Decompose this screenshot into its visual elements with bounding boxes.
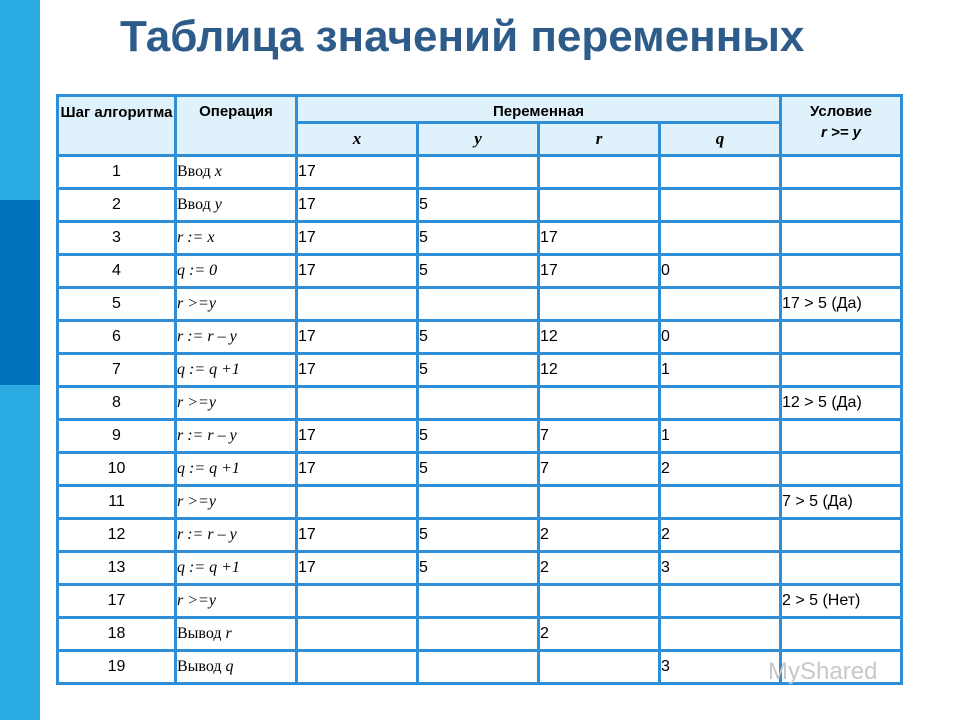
value-cell-y: 5 [419, 256, 537, 286]
value-cell-r: 12 [540, 322, 658, 352]
operation-keyword: Ввод [177, 196, 215, 213]
value-cell-y [419, 487, 537, 517]
value-cell-y: 5 [419, 355, 537, 385]
operation-expression: r [225, 625, 232, 642]
value-cell-r: 12 [540, 355, 658, 385]
value-cell-q [661, 586, 779, 616]
value-cell-q: 3 [661, 553, 779, 583]
operation-keyword: Вывод [177, 625, 226, 642]
step-cell: 19 [59, 652, 174, 682]
step-cell: 4 [59, 256, 174, 286]
value-cell-r [540, 388, 658, 418]
value-cell-x [298, 289, 416, 319]
operation-cell [177, 355, 295, 385]
table-row [59, 553, 900, 583]
subheader-y: y [419, 124, 537, 154]
value-cell-q: 0 [661, 322, 779, 352]
value-cell-y: 5 [419, 322, 537, 352]
value-cell-y [419, 586, 537, 616]
value-cell-r: 2 [540, 553, 658, 583]
value-cell-r [540, 487, 658, 517]
operation-expression: r >=y [177, 295, 216, 312]
value-cell-y: 5 [419, 190, 537, 220]
table-row [59, 487, 900, 517]
table-row [59, 256, 900, 286]
condition-cell [782, 454, 900, 484]
subheader-r: r [540, 124, 658, 154]
value-cell-q: 3 [661, 652, 779, 682]
value-cell-q: 0 [661, 256, 779, 286]
step-cell: 7 [59, 355, 174, 385]
operation-cell [177, 619, 295, 649]
operation-cell [177, 322, 295, 352]
header-variable-label: Переменная [492, 103, 585, 120]
value-cell-x: 17 [298, 421, 416, 451]
value-cell-y: 5 [419, 421, 537, 451]
step-cell: 8 [59, 388, 174, 418]
operation-keyword: Ввод [177, 163, 215, 180]
condition-cell [782, 355, 900, 385]
step-cell: 5 [59, 289, 174, 319]
condition-cell [782, 553, 900, 583]
operation-expression: y [214, 196, 222, 213]
value-cell-y [419, 157, 537, 187]
value-cell-q [661, 619, 779, 649]
value-cell-y: 5 [419, 553, 537, 583]
table-row [59, 421, 900, 451]
value-cell-x [298, 388, 416, 418]
operation-expression: x [214, 163, 222, 180]
header-condition-expr: r >= y [820, 124, 862, 141]
step-cell: 11 [59, 487, 174, 517]
value-cell-y [419, 652, 537, 682]
step-cell: 9 [59, 421, 174, 451]
step-cell: 10 [59, 454, 174, 484]
subheader-x: x [298, 124, 416, 154]
operation-cell [177, 388, 295, 418]
subheader-q: q [661, 124, 779, 154]
value-cell-r: 7 [540, 421, 658, 451]
table-row [59, 157, 900, 187]
value-cell-x: 17 [298, 520, 416, 550]
value-cell-q [661, 487, 779, 517]
operation-expression: r >=y [177, 394, 216, 411]
condition-cell [782, 256, 900, 286]
value-cell-r: 17 [540, 223, 658, 253]
operation-cell [177, 256, 295, 286]
operation-expression: r := r – y [177, 427, 237, 444]
step-cell: 6 [59, 322, 174, 352]
operation-expression: r >=y [177, 493, 216, 510]
variables-table [56, 94, 903, 685]
header-step [59, 97, 174, 154]
operation-cell [177, 586, 295, 616]
operation-expression: r := r – y [177, 526, 237, 543]
value-cell-x: 17 [298, 454, 416, 484]
operation-cell [177, 454, 295, 484]
step-cell: 1 [59, 157, 174, 187]
operation-cell [177, 652, 295, 682]
operation-cell [177, 223, 295, 253]
table-row [59, 520, 900, 550]
step-cell: 17 [59, 586, 174, 616]
operation-expression: q [225, 658, 234, 675]
operation-expression: q := q +1 [177, 361, 240, 378]
value-cell-r [540, 652, 658, 682]
value-cell-r: 17 [540, 256, 658, 286]
table-row [59, 289, 900, 319]
value-cell-x [298, 619, 416, 649]
value-cell-x: 17 [298, 190, 416, 220]
sidebar-accent [0, 200, 40, 385]
operation-cell [177, 157, 295, 187]
condition-cell [782, 421, 900, 451]
value-cell-x [298, 652, 416, 682]
step-cell: 18 [59, 619, 174, 649]
value-cell-x: 17 [298, 553, 416, 583]
header-operation [177, 97, 295, 154]
value-cell-y: 5 [419, 223, 537, 253]
operation-expression: r := r – y [177, 328, 237, 345]
step-cell: 3 [59, 223, 174, 253]
value-cell-x: 17 [298, 256, 416, 286]
table-row [59, 619, 900, 649]
table-row [59, 223, 900, 253]
operation-expression: q := q +1 [177, 559, 240, 576]
operation-cell [177, 289, 295, 319]
value-cell-y: 5 [419, 520, 537, 550]
value-cell-r [540, 586, 658, 616]
value-cell-q [661, 190, 779, 220]
table-row [59, 388, 900, 418]
step-cell: 2 [59, 190, 174, 220]
value-cell-r [540, 157, 658, 187]
condition-cell: 12 > 5 (Да) [782, 388, 900, 418]
operation-cell [177, 520, 295, 550]
value-cell-x: 17 [298, 157, 416, 187]
table-row [59, 190, 900, 220]
value-cell-r: 2 [540, 520, 658, 550]
operation-cell [177, 487, 295, 517]
value-cell-q: 2 [661, 454, 779, 484]
watermark: MyShared [768, 658, 878, 685]
value-cell-y [419, 289, 537, 319]
operation-cell [177, 421, 295, 451]
condition-cell [782, 520, 900, 550]
value-cell-y: 5 [419, 454, 537, 484]
header-condition-label: Условие [809, 103, 872, 120]
condition-cell [782, 322, 900, 352]
value-cell-y [419, 388, 537, 418]
operation-keyword: Вывод [177, 658, 226, 675]
header-step-label: Шаг алгоритма [60, 104, 173, 121]
header-row [59, 97, 900, 121]
condition-cell: 7 > 5 (Да) [782, 487, 900, 517]
value-cell-q [661, 388, 779, 418]
value-cell-y [419, 619, 537, 649]
value-cell-q [661, 289, 779, 319]
value-cell-q: 1 [661, 355, 779, 385]
operation-expression: r := x [177, 229, 215, 246]
condition-cell: 17 > 5 (Да) [782, 289, 900, 319]
value-cell-q: 1 [661, 421, 779, 451]
value-cell-r [540, 289, 658, 319]
value-cell-r: 7 [540, 454, 658, 484]
operation-cell [177, 553, 295, 583]
value-cell-x: 17 [298, 322, 416, 352]
table-row [59, 454, 900, 484]
value-cell-x [298, 487, 416, 517]
value-cell-x: 17 [298, 355, 416, 385]
condition-cell: 2 > 5 (Нет) [782, 586, 900, 616]
step-cell: 13 [59, 553, 174, 583]
page-title: Таблица значений переменных [120, 12, 805, 61]
header-variable [298, 97, 779, 121]
value-cell-q [661, 157, 779, 187]
table-row [59, 322, 900, 352]
operation-cell [177, 190, 295, 220]
condition-cell [782, 157, 900, 187]
value-cell-x [298, 586, 416, 616]
value-cell-r [540, 190, 658, 220]
value-cell-r: 2 [540, 619, 658, 649]
header-condition [782, 97, 900, 154]
value-cell-q [661, 223, 779, 253]
table-row [59, 586, 900, 616]
value-cell-q: 2 [661, 520, 779, 550]
operation-expression: q := q +1 [177, 460, 240, 477]
operation-expression: r >=y [177, 592, 216, 609]
step-cell: 12 [59, 520, 174, 550]
condition-cell [782, 190, 900, 220]
condition-cell [782, 619, 900, 649]
header-operation-label: Операция [199, 103, 273, 120]
condition-cell [782, 223, 900, 253]
value-cell-x: 17 [298, 223, 416, 253]
operation-expression: q := 0 [177, 262, 218, 279]
table-row [59, 355, 900, 385]
